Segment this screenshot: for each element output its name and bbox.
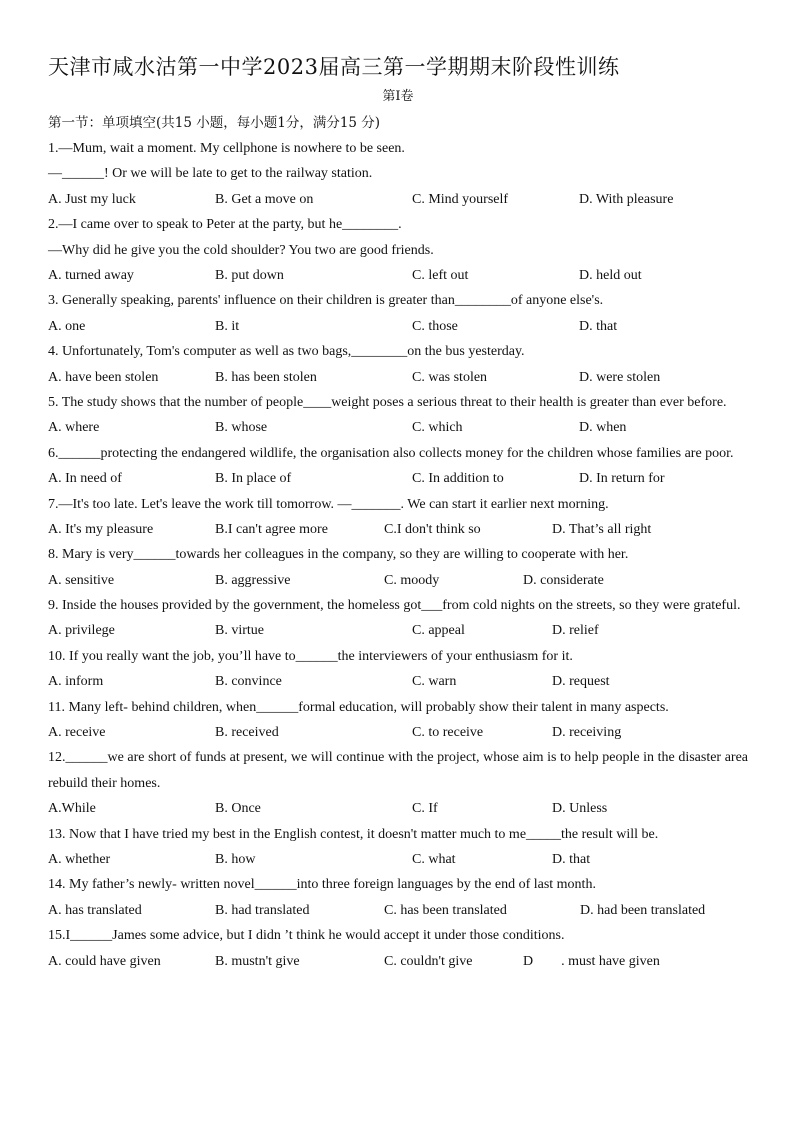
option-a[interactable]: A. could have given — [48, 953, 161, 969]
option-d[interactable]: D. had been translated — [580, 902, 706, 918]
question-2-line-1: 2.—I came over to speak to Peter at the party, but he________. — [48, 217, 402, 233]
option-c[interactable]: C. appeal — [412, 623, 465, 639]
section-heading: 第一节：单项填空(共15 小题，每小题1分，满分15 分) — [48, 115, 381, 131]
question-2-line-2: —Why did he give you the cold shoulder? You two are good friends. — [48, 242, 434, 258]
question-4 — [48, 339, 748, 390]
question-15-options — [48, 949, 748, 974]
option-a[interactable]: A. receive — [48, 725, 106, 741]
option-b[interactable]: B. had translated — [215, 902, 310, 918]
question-9-text: 9. Inside the houses provided by the government, the homeless got___from cold nights on the streets, so they were grateful. — [48, 598, 741, 614]
question-11-text: 11. Many left- behind children, when______formal education, will probably show their talent in many aspects. — [48, 699, 669, 715]
option-d[interactable]: D. held out — [579, 267, 642, 283]
option-c[interactable]: C. has been translated — [384, 902, 507, 918]
question-1 — [48, 136, 748, 212]
question-9 — [48, 593, 748, 644]
option-c[interactable]: C. If — [412, 801, 438, 817]
question-8-options — [48, 568, 748, 593]
option-d[interactable]: D. Unless — [552, 801, 608, 817]
question-9-options — [48, 618, 748, 643]
option-a[interactable]: A. Just my luck — [48, 191, 136, 207]
option-d[interactable]: D. were stolen — [579, 369, 661, 385]
question-5-text: 5. The study shows that the number of people____weight poses a serious threat to their health is greater than ever before. — [48, 394, 727, 410]
question-5-options — [48, 415, 748, 440]
question-14 — [48, 872, 748, 923]
option-a[interactable]: A. inform — [48, 674, 104, 690]
option-c[interactable]: C.I don't think so — [384, 521, 481, 537]
question-14-line-1: 14. My father’s newly- written novel______into three foreign languages by the end of last month. — [48, 877, 596, 893]
question-7-options — [48, 517, 748, 542]
question-12-options — [48, 796, 748, 821]
option-c[interactable]: C. couldn't give — [384, 953, 473, 969]
option-c[interactable]: C. to receive — [412, 725, 484, 741]
option-a[interactable]: A. In need of — [48, 471, 122, 487]
option-d[interactable]: D. relief — [552, 623, 599, 639]
question-3-options — [48, 314, 748, 339]
option-d[interactable]: D. considerate — [523, 572, 604, 588]
option-b[interactable]: B. Get a move on — [215, 191, 314, 207]
option-c[interactable]: C. warn — [412, 674, 457, 690]
option-b[interactable]: B. convince — [215, 674, 282, 690]
exam-title: 天津市咸水沽第一中学2023届高三第一学期期末阶段性训练 — [48, 55, 620, 79]
question-10 — [48, 644, 748, 695]
option-a[interactable]: A. turned away — [48, 267, 134, 283]
option-c[interactable]: C. In addition to — [412, 471, 504, 487]
question-13-line-1: 13. Now that I have tried my best in the English contest, it doesn't matter much to me_____the result will be. — [48, 826, 659, 842]
question-8 — [48, 542, 748, 593]
option-d[interactable]: D . must have given — [523, 953, 660, 969]
option-b[interactable]: B. virtue — [215, 623, 264, 639]
question-7 — [48, 492, 748, 543]
question-6-options — [48, 466, 748, 491]
question-4-line-1: 4. Unfortunately, Tom's computer as well as two bags,________on the bus yesterday. — [48, 344, 525, 360]
exam-page — [48, 52, 748, 974]
option-c[interactable]: C. which — [412, 420, 463, 436]
question-3-line-1: 3. Generally speaking, parents' influence on their children is greater than________of anyone else's. — [48, 293, 604, 309]
question-5 — [48, 390, 748, 441]
option-b[interactable]: B. it — [215, 318, 240, 334]
question-1-line-1: 1.—Mum, wait a moment. My cellphone is nowhere to be seen. — [48, 141, 405, 156]
option-b[interactable]: B. Once — [215, 801, 261, 817]
option-d[interactable]: D. when — [579, 420, 627, 436]
option-b[interactable]: B. how — [215, 852, 256, 868]
option-a[interactable]: A.While — [48, 801, 96, 817]
question-12-text: 12.______we are short of funds at present, we will continue with the project, whose aim is to help people in the disaster area rebuild their homes. — [48, 750, 748, 791]
question-15 — [48, 923, 748, 974]
question-1-options — [48, 187, 748, 212]
option-c[interactable]: C. those — [412, 318, 458, 334]
question-6 — [48, 441, 748, 492]
question-11-options — [48, 720, 748, 745]
option-c[interactable]: C. moody — [384, 572, 440, 588]
question-13-options — [48, 847, 748, 872]
option-a[interactable]: A. one — [48, 318, 86, 334]
option-a[interactable]: A. It's my pleasure — [48, 521, 154, 537]
question-10-options — [48, 669, 748, 694]
option-c[interactable]: C. was stolen — [412, 369, 488, 385]
option-a[interactable]: A. where — [48, 420, 100, 436]
option-b[interactable]: B. aggressive — [215, 572, 291, 588]
question-11 — [48, 695, 748, 746]
option-b[interactable]: B. received — [215, 725, 279, 741]
option-d[interactable]: D. that — [579, 318, 618, 334]
option-d[interactable]: D. That’s all right — [552, 521, 652, 537]
question-14-options — [48, 898, 748, 923]
question-15-line-1: 15.I______James some advice, but I didn ’t think he would accept it under those conditions. — [48, 928, 565, 944]
question-13 — [48, 822, 748, 873]
option-d[interactable]: D. that — [552, 852, 591, 868]
option-b[interactable]: B. whose — [215, 420, 268, 436]
option-c[interactable]: C. Mind yourself — [412, 191, 509, 207]
option-a[interactable]: A. have been stolen — [48, 369, 159, 385]
option-d[interactable]: D. request — [552, 674, 610, 690]
volume-label: 第Ⅰ卷 — [382, 89, 414, 104]
question-4-options — [48, 365, 748, 390]
option-d[interactable]: D. receiving — [552, 725, 622, 741]
option-b[interactable]: B. mustn't give — [215, 953, 300, 969]
option-a[interactable]: A. has translated — [48, 902, 142, 918]
question-7-line-1: 7.—It's too late. Let's leave the work till tomorrow. —_______. We can start it earlier next morning. — [48, 496, 609, 512]
option-b[interactable]: B. put down — [215, 267, 284, 283]
option-d[interactable]: D. With pleasure — [579, 191, 674, 207]
question-3 — [48, 288, 748, 339]
option-c[interactable]: C. left out — [412, 267, 469, 283]
question-12 — [48, 745, 748, 821]
option-a[interactable]: A. privilege — [48, 623, 115, 639]
question-2 — [48, 212, 748, 288]
question-8-line-1: 8. Mary is very______towards her colleagues in the company, so they are willing to cooperate with her. — [48, 547, 629, 563]
option-a[interactable]: A. whether — [48, 852, 111, 868]
question-2-options — [48, 263, 748, 288]
option-b[interactable]: B. In place of — [215, 471, 292, 487]
option-b[interactable]: B. has been stolen — [215, 369, 317, 385]
option-c[interactable]: C. what — [412, 852, 456, 868]
option-d[interactable]: D. In return for — [579, 471, 665, 487]
option-a[interactable]: A. sensitive — [48, 572, 115, 588]
question-10-line-1: 10. If you really want the job, you’ll have to______the interviewers of your enthusiasm for it. — [48, 648, 573, 664]
option-b[interactable]: B.I can't agree more — [215, 521, 328, 537]
question-6-text: 6.______protecting the endangered wildlife, the organisation also collects money for the children whose families are poor. — [48, 445, 734, 461]
question-1-line-2: —______! Or we will be late to get to the railway station. — [48, 166, 373, 182]
